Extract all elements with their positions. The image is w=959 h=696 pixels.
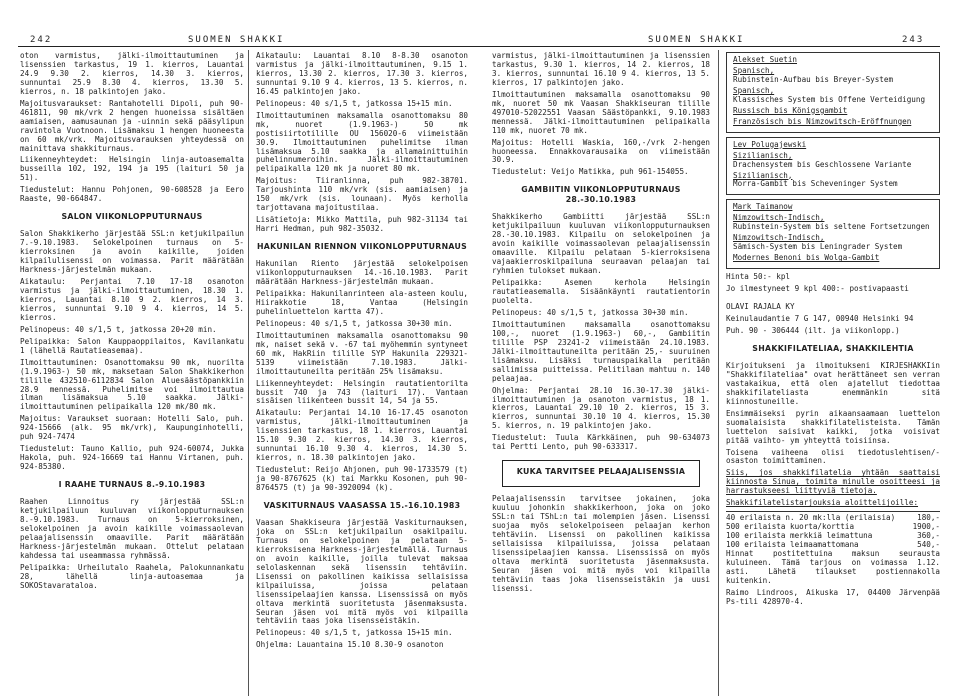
book-ad-entry (733, 172, 933, 190)
paragraph: varmistus, jälki-ilmoittautuminen ja lisenssien tarkastus, 9.30 1. kierros, 14 2. kierros, 18 3. kierros, sunnuntai 16.10 9 4. kierros, 13 5. kierros, 17 palkintojen jako. (492, 52, 710, 87)
book-subtitle: Rubinstein-Aufbau bis Breyer-System (733, 74, 894, 84)
book-title: Nimzowitsch-Indisch, (733, 213, 825, 223)
seller-address: Keinulaudantie 7 G 147, 00940 Helsinki 94 (726, 314, 914, 324)
book-author: Mark Taimanow (733, 202, 793, 212)
paragraph: Pelipaikka: Salon Kauppaoppilaitos, Kavilankatu 1 (lähellä Rautatieasemaa). (20, 336, 244, 355)
book-ad-entry (733, 141, 933, 150)
book-ad-entry (733, 214, 933, 232)
column-2 (256, 52, 468, 692)
paragraph: Tiedustelut: Veijo Matikka, puh 961-154055. (492, 167, 689, 177)
book-ad-box (726, 52, 940, 133)
paragraph: oton varmistus, jälki-ilmoittautuminen ja lisenssien tarkastus, 19 1. kierros, Lauantai 24.9 9.30 2. kierros, 14.30 3. kierros, sunnuntai 25.9 8.30 4. kierros, 13.30 5. kierros, n. 18 palkintojen jako. (20, 52, 244, 96)
column-1 (20, 52, 244, 692)
book-ad-entry (733, 87, 933, 105)
paragraph: Siis, jos shakkifilatelia yhtään saattaisi kiinnosta Sinua, toimita minulle osoitteesi ja harrastukseesi liittyviä tietoja. (726, 468, 940, 496)
book-subtitle: Klassisches System bis Offene Verteidigung (733, 94, 926, 104)
section-heading: VASKITURNAUS VAASASSA 15.-16.10.1983 (263, 500, 461, 510)
column-4 (726, 52, 940, 692)
paragraph: Tiedustelut: Tauno Kallio, puh 924-60074, Jukka Hakola, puh. 924-16669 tai Hannu Virtanen, puh. 924-85380. (20, 444, 244, 472)
paragraph: Majoitusvaraukset: Rantahotelli Dipoli, puh 90-461811, 90 mk/vrk 2 hengen huoneissa sisältäen aamiaisen, aamusaunan ja -uinnin sekä pääsylipun ravintola Vuotnoon. Lisämaksu 1 hengen huoneesta on 60 mk/vrk. Majoitusvarauksen yhteydessä on mainittava shakkiturnaus. (20, 98, 244, 153)
column-3 (492, 52, 710, 692)
paragraph: Shakkifilatelistarjouksia aloittelijoille: (726, 498, 919, 508)
box-heading: KUKA TARVITSEE PELAAJALISENSSIA (516, 467, 686, 477)
paragraph: Pelinopeus: 40 s/1,5 t, jatkossa 15+15 min. (256, 628, 453, 638)
paragraph: Vaasan Shakkiseura järjestää Vaskiturnauksen, joka on SSL:n ketjukilpailun osakilpailu. Turnaus on selokelpoinen ja pelataan 5-kierroksisena Harkness-järjestelmällä. Turnaus on avoin kaikille, joilla tulevat maksaa selolaskennan sekä lisenssin tehtäviin. Lisenssi on pakollinen kaikissa sellaisissa kilpailuissa, joissa pelataan lisenssipelaajien kanssa. Lisenssissä on myös oltava merkintä suoritetusta jäsenmaksusta. Seuran jäsen voi mitä myös voi kilpailla tehtäviin taas joka lisensseistäkin. (256, 517, 468, 626)
paragraph: Ilmoittautuminen maksamalla osanottomaksu 80 mk, nuoret (1.9.1963-) 50 mk postisiirtotilille OU 156020-6 viimeistään 30.9. Ilmoittautuminen puhelimitse ilman lisämaksua 5.10 saakka ja allamainittuihin puhelinnumeroihin. Jälki-ilmoittautuminen pelipaikalla 120 mk ja nuoret 80 mk. (256, 110, 468, 174)
column-divider (248, 50, 249, 696)
paragraph: Aikataulu: Lauantai 8.10 8-8.30 osanoton varmistus ja jälki-ilmoittautuminen, 9.15 1. kierros, 13.30 2. kierros, 17.30 3. kierros, sunnuntai 9.10 9 4. kierros, 13 5. kierros, n. 16.45 palkintojen jako. (256, 52, 468, 96)
paragraph: Toisena vaiheena olisi tiedotuslehtisen/-osaston toimittaminen. (726, 447, 940, 466)
book-ad-entry (733, 67, 933, 85)
book-title: Spanisch, (733, 65, 775, 75)
section-heading: GAMBIITIN VIIKONLOPPUTURNAUS 28.-30.10.1983 (521, 185, 681, 205)
book-subtitle: Rubinstein-System bis seltene Fortsetzungen (733, 222, 930, 232)
paragraph: Raimo Lindroos, Aikuska 17, 04400 Järvenpää Ps-tili 428970-4. (726, 587, 940, 606)
section-heading: HAKUNILAN RIENNON VIIKONLOPPUTURNAUS (256, 242, 468, 252)
book-ad-box (726, 137, 940, 196)
paragraph: Aikataulu: Perjantai 7.10 17-18 osanoton varmistus ja jälki-ilmoittautuminen, 18.30 1. kierros, Lauantai 8.10 9 2. kierros, 14 3. kierros, sunnuntai 9.10 9 4. kierros, 14 5. kierros. (20, 277, 244, 322)
price-list (726, 511, 940, 550)
left-page-number: 242 (30, 35, 53, 45)
paragraph: Hakunilan Riento järjestää selokelpoisen viikonlopputurnauksen 14.-16.10.1983. Parit määrätään Harkness-järjestelmän mukaan. (256, 259, 468, 287)
left-running-title: SUOMEN SHAKKI (188, 35, 285, 45)
paragraph: Ensimmäiseksi pyrin aikaansaamaan luettelon suomalaisista shakkifilatelisteista. Tämän luettelon saisivat kaikki, jotka voisivat pitää vaihto- ym yhteyttä toisiinsa. (726, 408, 940, 445)
section-heading: I RAAHE TURNAUS 8.-9.10.1983 (58, 480, 206, 490)
paragraph: Shakkikerho Gambiitti järjestää SSL:n ketjukilpailuun kuuluvan viikonlopputurnauksen 28.-30.10.1983. Kilpailu on selokelpoinen ja avoin kaikille voimassaolevan pelaajalisenssin omaaville. Kilpailu pelataan 5-kierroksisena vajaakierroskilpailuna seuraavan pelaajan tai ryhmien tulokset mukaan. (492, 212, 710, 276)
paragraph: Ilmoittautuminen maksamalla osanottomaksu 100,-, nuoret (1.9.1963-) 60,-, Gambiitin tilille PSP 23241-2 viimeistään 24.10.1983. Jälki-ilmoittautuneilta peritään 25,- suuruinen lisämaksu. Lisäksi turnauspaikalla peritään sallimissa puitteissa. Pelitilaan mahtuu n. 140 pelaajaa. (492, 319, 710, 383)
paragraph: Majoitus: Tiiranlinna, puh 982-38701. Tarjoushinta 110 mk/vrk (sis. aamiaisen) ja 150 mk/vrk (sis. lounaan). Myös kerholla tarjottavana majoitustilaa. (256, 176, 468, 213)
paragraph: Pelaajalisenssin tarvitsee jokainen, joka kuuluu johonkin shakkikerhoon, joka on joko SSL:n tai TShL:n tai molempien jäsen. Lisenssi suojaa myös selokelpoiseen pelaajan kerhon tehtäviin. Lisenssi on pakollinen kaikissa sellaisissa kilpailuissa, joissa pelataan lisenssipelaajien kanssa. Lisenssissä on myös oltava merkintä suoritetusta jäsenmaksusta. Seuran jäsen voi mitä myös voi kilpailla tehtäviin taas joka lisensseistäkin ja uusi lisenssi. (492, 494, 710, 593)
paragraph: Raahen Linnoitus ry järjestää SSL:n ketjukilpailuun kuuluvan viikonlopputurnauksen 8.-9.10.1983. Turnaus on 5-kierroksinen, selokelpoinen ja avoin kaikille voimassaolevan pelaajalisenssin omaaville. Parit määrätään Harkness-järjestelmän mukaan. Ottelut pelataan kahdessa tai useammassa ryhmässä. (20, 497, 244, 560)
book-ad-entry (733, 152, 933, 170)
paragraph: Liikenneyhteydet: Helsingin rautatientorilta bussit 740 ja 743 (laituri 17). Vantaan sisäisen liikenteen bussit 14, 54 ja 55. (256, 378, 468, 406)
section-heading: SALON VIIKONLOPPUTURNAUS (61, 212, 203, 222)
section-heading: SHAKKIFILATELIAA, SHAKKILEHTIA (752, 343, 914, 353)
ad-price: Hinta 50:- kpl (726, 272, 791, 282)
book-ad-entry (733, 234, 933, 252)
paragraph: Kirjoitukseni ja ilmoitukseni KIRJESHAKKIin "Shakkifilateliaa" ovat herättäneet sen verran vastakaikua, että olen ajatellut tiedottaa shakkifilateliasta enemmänkin sitä kiinnostuneille. (726, 360, 940, 406)
paragraph: Pelinopeus: 40 s/1,5 t, jatkossa 30+30 min. (492, 307, 689, 317)
paragraph: Hinnat postitettuina maksun seurausta kuluineen. Tämä tarjous on voimassa 1.12. asti. Lähetä tilaukset postiennakolla kuitenkin. (726, 549, 940, 585)
paragraph: Ilmoittautuminen: Osanottomaksu 90 mk, nuorilta (1.9.1963-) 50 mk, maksetaan Salon Shakkikerhon tilille 432510-6112834 Salon Aluesäästöpankkiin 28.9 mennessä. Puhelimitse voi ilmoittautua ilman lisämaksua 5.10 saakka. Jälki-ilmoittautuminen pelipaikalla 120 mk/80 mk. (20, 357, 244, 412)
paragraph: Pelinopeus: 40 s/1,5 t, jatkossa 15+15 min. (256, 98, 453, 108)
price-value: 180,- (917, 513, 940, 523)
book-title: Sizilianisch, (733, 170, 793, 180)
paragraph: Pelinopeus: 40 s/1,5 t, jatkossa 20+20 min. (20, 324, 217, 334)
book-subtitle: Drachensystem bis Geschlossene Variante (733, 159, 912, 169)
right-page-number: 243 (902, 35, 925, 45)
paragraph: Pelipaikka: Asemen kerhola Helsingin rautatieasemalla. Sisäänkäynti rautatientorin puolelta. (492, 278, 710, 305)
seller-phone: Puh. 90 - 306444 (ilt. ja viikonlopp.) (726, 325, 900, 335)
book-subtitle: Sämisch-System bis Leningrader System (733, 242, 903, 252)
book-title: Nimzowitsch-Indisch, (733, 233, 825, 243)
book-subtitle: Morra-Gambit bis Scheveninger System (733, 179, 898, 189)
price-value: 540,- (917, 540, 940, 550)
paragraph: Salon Shakkikerho järjestää SSL:n ketjukilpailun 7.-9.10.1983. Selokelpoinen turnaus on 5-kierroksinen ja avoin kaikille, joiden kilpailulisenssi on voimassa. Parit määrätään Harkness-järjestelmän mukaan. (20, 229, 244, 275)
price-item: 500 erilaista kuorta/korttia (726, 522, 855, 532)
book-title: Spanisch, (733, 85, 775, 95)
price-item: 100 erilaista merkkiä leimattuna (726, 531, 873, 541)
book-ad-box (726, 199, 940, 269)
book-title: Französisch bis Nimzowitsch-Eröffnungen (733, 116, 912, 126)
paragraph: Tiedustelut: Hannu Pohjonen, 90-608528 ja Eero Raaste, 90-664847. (20, 185, 244, 204)
paragraph: Pelinopeus: 40 s/1,5 t, jatkossa 30+30 min. (256, 318, 453, 328)
paragraph: Majoitus: Hotelli Waskia, 160,-/vrk 2-hengen huoneessa. Ennakkovarausaika on viimeistään 30.9. (492, 137, 710, 165)
paragraph: Ilmoittautuminen maksamalla osanottomaksu 90 mk, nuoret 50 mk Vaasan Shakkiseuran tilille 497010-52022551 Vaasan Säästöpankki, 9.10.1983 mennessä. Jälki-ilmoittautuminen pelipaikalla 110 mk, nuoret 70 mk. (492, 89, 710, 135)
paragraph: Ilmoittautuminen maksamalla osanottomaksu 90 mk, naiset sekä v. -67 tai myöhemmin syntyneet 60 mk, HakRiin tilille SYP Hakunila 229321-5139 viimeistään 7.10.1983. Jälki-ilmoittautuneilta peritään 25% lisämaksu. (256, 330, 468, 376)
book-title: Modernes Benoni bis Wolga-Gambit (733, 253, 880, 263)
book-ad-entry (733, 118, 933, 127)
paragraph: Pelipaikka: Hakunilanrinteen ala-asteen koulu, Hiirakkotie 18, Vantaa (Helsingin puhelinluettelon kartta 47). (256, 288, 468, 316)
paragraph: Ohjelma: Perjantai 28.10 16.30-17.30 jälki-ilmoittautuminen ja osanoton varmistus, 18 1. kierros, Lauantai 29.10 10 2. kierros, 15 3. kierros, sunnuntai 30.10 10 4. kierros, 15.30 5. kierros, n. 19 palkintojen jako. (492, 385, 710, 431)
price-item: 40 erilaista n. 20 mk:lla (erilaisia) (726, 513, 896, 523)
book-ad-entry (733, 254, 933, 263)
paragraph: Lisätietoja: Mikko Mattila, puh 982-31134 tai Harri Hedman, puh 982-35032. (256, 215, 468, 234)
ad-price: Jo ilmestyneet 9 kpl 400:- postivapaasti (726, 284, 909, 294)
book-ad-entry (733, 107, 933, 116)
paragraph: Majoitus: Varaukset suoraan: Hotelli Salo, puh. 924-15666 (alk. 95 mk/vrk), Kaupunginhotelli, puh 924-7474 (20, 414, 244, 442)
paragraph: Tiedustelut: Reijo Ahjonen, puh 90-1733579 (t) ja 90-8767625 (k) tai Markku Kosonen, puh 90-8764575 (t) ja 90-3920094 (k). (256, 465, 468, 493)
book-author: Alekset Suetin (733, 55, 798, 64)
paragraph: Ohjelma: Lauantaina 15.10 8.30-9 osanoton (256, 640, 444, 650)
column-divider (718, 50, 719, 696)
book-ad-entry (733, 203, 933, 212)
right-running-title: SUOMEN SHAKKI (648, 35, 745, 45)
seller-name: OLAVI RAJALA KY (726, 302, 795, 312)
paragraph: Tiedustelut: Tuula Kärkkäinen, puh 90-634073 tai Pertti Lento, puh 90-633317. (492, 433, 710, 452)
paragraph: Pelipaikka: Urheilutalo Raahela, Palokunnankatu 28, lähellä linja-autoasemaa ja SOKOStavarataloa. (20, 562, 244, 590)
price-value: 360,- (917, 531, 940, 541)
book-title: Russisch bis Königsgambit (733, 105, 848, 115)
price-value: 1900,- (912, 522, 940, 532)
boxed-notice (502, 460, 700, 487)
book-ad-entry (733, 56, 933, 65)
paragraph: Liikenneyhteydet: Helsingin linja-autoasemalta busseilla 102, 192, 194 ja 195 (laituri 50 ja 51). (20, 155, 244, 183)
price-item: 100 erilaista leimaamattomana (726, 540, 859, 550)
book-author: Lev Polugajewski (733, 139, 807, 149)
book-title: Sizilianisch, (733, 150, 793, 160)
paragraph: Aikataulu: Perjantai 14.10 16-17.45 osanoton varmistus, jälki-ilmoittautuminen ja lisenssien tarkastus, 18 1. kierros, Lauantai 15.10 9.30 2. kierros, 14.30 3. kierros, sunnuntai 16.10 9.30 4. kierros, 14.30 5. kierros, n. 18.30 palkintojen jako. (256, 408, 468, 463)
header-rule (18, 46, 940, 47)
